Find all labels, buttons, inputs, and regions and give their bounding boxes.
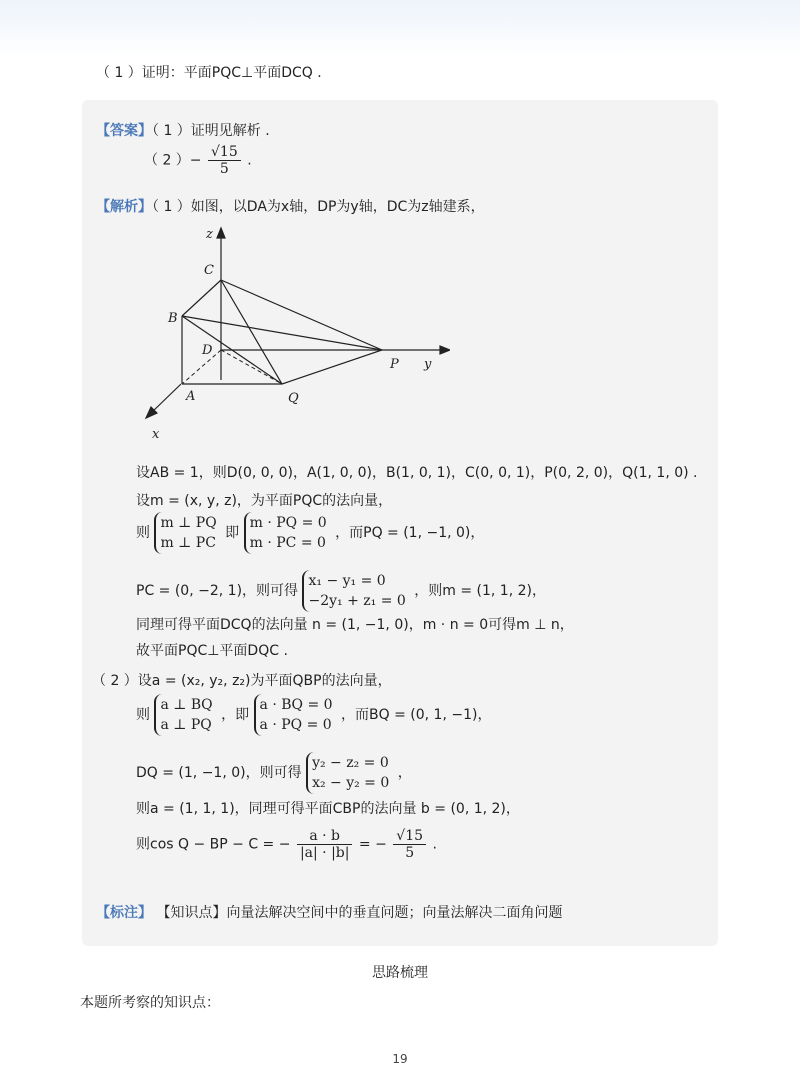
sys2-row1: m · PQ = 0 — [249, 515, 327, 531]
label-A: A — [186, 389, 196, 404]
note-line — [96, 902, 562, 922]
answer-frac-num: √15 — [208, 144, 241, 161]
cos-prefix: 则cos Q − BP − C = − — [136, 836, 291, 853]
sys5-row2: a · PQ = 0 — [259, 717, 332, 733]
then-label-2: 则 — [136, 707, 150, 723]
answer-fraction — [208, 144, 241, 177]
coordinate-figure — [140, 224, 450, 444]
cos-fraction — [297, 828, 353, 861]
cos-result-fraction — [393, 828, 426, 861]
label-D: D — [202, 343, 213, 358]
answer-line2-suffix: . — [247, 152, 252, 169]
system-dot-a — [254, 694, 337, 736]
cos-frac-num: a · b — [297, 828, 353, 845]
sys5-row1: a · BQ = 0 — [259, 697, 333, 713]
sys4-mid: ，即 — [221, 707, 250, 723]
system-perp-m — [154, 512, 220, 554]
analysis-tag: 【解析】 — [96, 199, 152, 215]
label-Q: Q — [288, 391, 299, 406]
solution-panel — [82, 100, 718, 946]
system-dot-m — [244, 512, 331, 554]
answer-tag: 【答案】 — [96, 123, 152, 139]
sys6-row2: x₂ − y₂ = 0 — [312, 775, 390, 791]
analysis-system-3 — [136, 570, 546, 612]
cos-result-num: √15 — [393, 828, 426, 845]
dq-vector-line: DQ = (1, −1, 0)，则可得 — [136, 765, 302, 781]
sys1-mid: 即 — [225, 525, 240, 541]
section-title: 思路梳理 — [372, 965, 428, 981]
pc-vector-line: PC = (0, −2, 1)，则可得 — [136, 583, 299, 599]
then-label: 则 — [136, 525, 150, 541]
page-number: 19 — [392, 1052, 408, 1066]
analysis-normal-m: 设m = (x, y, z)，为平面PQC的法向量， — [136, 493, 393, 509]
analysis-system-4 — [136, 694, 491, 736]
answer-line1 — [96, 120, 270, 140]
sys3-row1: x₁ − y₁ = 0 — [308, 573, 386, 589]
analysis-normal-n: 同理可得平面DCQ的法向量 n = (1, −1, 0)，m · n = 0可得m ⊥ n， — [136, 617, 574, 633]
label-x: x — [152, 427, 160, 442]
sys1-row2: m ⊥ PC — [160, 535, 216, 551]
sys4-row1: a ⊥ BQ — [160, 697, 213, 713]
sys3-after: ，则m = (1, 1, 2)， — [414, 583, 546, 599]
analysis-conclusion-1: 故平面PQC⊥平面DQC . — [136, 643, 288, 659]
answer-frac-den: 5 — [219, 161, 229, 177]
answer-line2-prefix: （ 2 ）− — [144, 152, 202, 169]
sys2-row2: m · PC = 0 — [249, 535, 326, 551]
label-P: P — [390, 357, 399, 372]
system-solve-a — [306, 752, 393, 794]
knowledge-points-label: 本题所考察的知识点： — [80, 995, 220, 1011]
label-y: y — [424, 357, 432, 372]
system-solve-m — [302, 570, 409, 612]
label-B: B — [168, 311, 178, 326]
label-C: C — [204, 263, 214, 278]
label-z: z — [206, 227, 213, 242]
analysis-coords: 设AB = 1，则D(0, 0, 0)，A(1, 0, 0)，B(1, 0, 1)，C(0, 0, 1)，P(0, 2, 0)，Q(1, 1, 0) . — [136, 465, 698, 481]
cos-eq: = − — [358, 836, 387, 853]
analysis-normal-b: 则a = (1, 1, 1)，同理可得平面CBP的法向量 b = (0, 1, 2)， — [136, 801, 520, 817]
sys6-after: ， — [397, 765, 412, 781]
y-axis-arrow — [440, 346, 450, 354]
analysis-cos-line — [136, 828, 437, 861]
cos-end: . — [432, 836, 437, 853]
cos-result-den: 5 — [405, 845, 415, 861]
analysis-part2-intro: （ 2 ）设a = (x₂, y₂, z₂)为平面QBP的法向量， — [92, 673, 392, 689]
sys5-after: ，而BQ = (0, 1, −1)， — [341, 707, 492, 723]
cos-frac-den: |a| · |b| — [299, 845, 350, 861]
system-perp-a — [154, 694, 216, 736]
answer-line2 — [144, 144, 252, 177]
answer-text: （ 1 ）证明见解析 . — [152, 123, 270, 139]
sys1-row1: m ⊥ PQ — [160, 515, 217, 531]
analysis-system-6 — [136, 752, 412, 794]
sys4-row2: a ⊥ PQ — [160, 717, 212, 733]
analysis-intro — [96, 196, 485, 216]
sys3-row2: −2y₁ + z₁ = 0 — [308, 593, 406, 609]
analysis-system-1 — [136, 512, 484, 554]
x-axis — [150, 384, 181, 414]
sys2-after: ，而PQ = (1, −1, 0)， — [335, 525, 485, 541]
question-part1: （ 1 ）证明：平面PQC⊥平面DCQ . — [96, 65, 322, 81]
note-text: 【知识点】向量法解决空间中的垂直问题；向量法解决二面角问题 — [156, 905, 563, 921]
note-tag: 【标注】 — [96, 905, 152, 921]
analysis-intro-text: （ 1 ）如图，以DA为x轴，DP为y轴，DC为z轴建系， — [152, 199, 485, 215]
z-axis-arrow — [217, 228, 225, 238]
sys6-row1: y₂ − z₂ = 0 — [312, 755, 389, 771]
